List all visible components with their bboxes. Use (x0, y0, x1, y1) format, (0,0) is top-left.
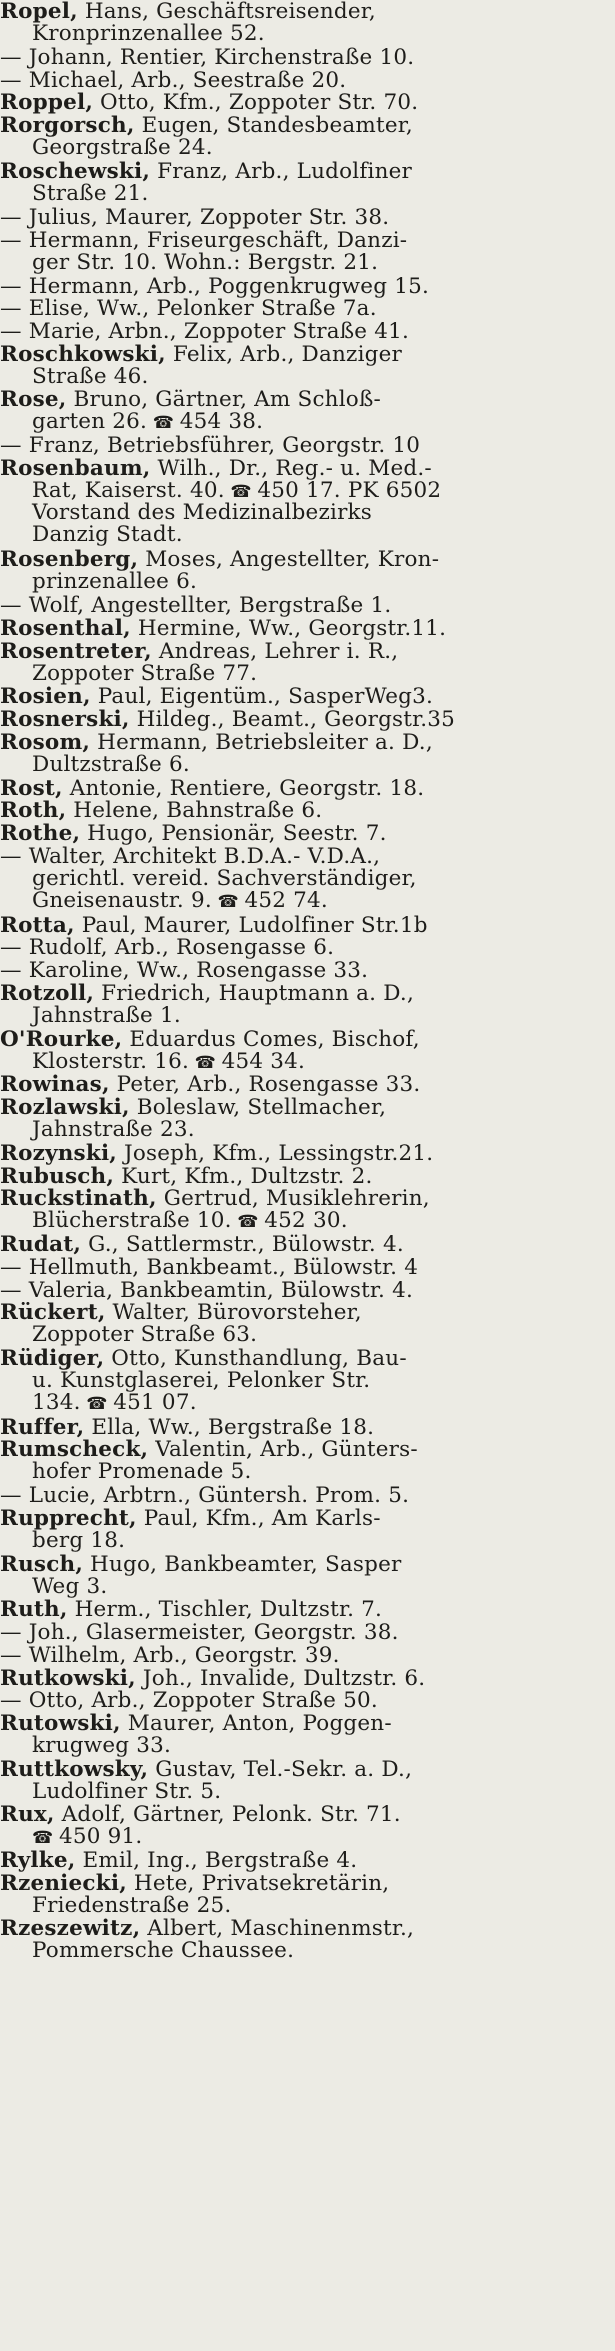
entry-text: Valentin, Arb., Günters- (148, 1439, 418, 1461)
entry-text: — Michael, Arb., Seestraße 20. (0, 70, 347, 92)
entry-line (0, 983, 615, 1005)
phone-number: 454 34. (221, 1051, 306, 1073)
entry-line (0, 1074, 615, 1096)
entry-surname: Rusch, (0, 1554, 84, 1576)
entry-text: Emil, Ing., Bergstraße 4. (75, 1850, 358, 1872)
entry-text: Paul, Eigentüm., SasperWeg3. (90, 686, 434, 708)
entry-text: Zoppoter Straße 77. (32, 663, 258, 685)
entry-line (0, 480, 615, 502)
directory-entry (0, 1234, 615, 1256)
entry-line (0, 1166, 615, 1188)
telephone-icon: ☎ (231, 1212, 265, 1232)
entry-text: Joseph, Kfm., Lessingstr.21. (117, 1143, 434, 1165)
entry-text: — Johann, Rentier, Kirchenstraße 10. (0, 47, 415, 69)
directory-entry (0, 549, 615, 593)
entry-line (0, 1759, 615, 1781)
entry-text: Antonie, Rentiere, Georgstr. 18. (62, 778, 425, 800)
entry-surname: Rotta, (0, 915, 75, 937)
entry-text: garten 26. (32, 411, 148, 433)
directory-entry (0, 595, 615, 617)
entry-surname: Rylke, (0, 1850, 76, 1872)
entry-line (0, 435, 615, 457)
entry-line (0, 1554, 615, 1576)
telephone-icon: ☎ (147, 413, 180, 433)
entry-line (0, 1210, 615, 1232)
entry-line (0, 1645, 615, 1667)
entry-line (0, 1, 615, 23)
entry-surname: Ruffer, (0, 1417, 85, 1439)
entry-text: Kronprinzenallee 52. (32, 23, 265, 45)
entry-text: Jahnstraße 23. (32, 1119, 195, 1141)
entry-text: u. Kunstglaserei, Pelonker Str. (32, 1370, 371, 1392)
entry-line (0, 321, 615, 343)
entry-line (0, 1873, 615, 1895)
entry-line (0, 868, 615, 890)
entry-text: — Wilhelm, Arb., Georgstr. 39. (0, 1645, 340, 1667)
entry-text: — Wolf, Angestellter, Bergstraße 1. (0, 595, 392, 617)
entry-line (0, 1348, 615, 1370)
directory-entry (0, 298, 615, 320)
directory-entry (0, 937, 615, 959)
entry-text: krugweg 33. (32, 1735, 172, 1757)
directory-entry (0, 1485, 615, 1507)
entry-text: 134. (32, 1392, 81, 1414)
telephone-icon: ☎ (211, 892, 245, 912)
phone-number: 450 17. PK 6502 (257, 480, 442, 502)
entry-line (0, 1188, 615, 1210)
directory-entry (0, 1417, 615, 1439)
entry-surname: O'Rourke, (0, 1029, 123, 1051)
phone-number: 454 38. (179, 411, 264, 433)
entry-line (0, 1850, 615, 1872)
telephone-icon: ☎ (224, 482, 258, 502)
entry-surname: Rorgorsch, (0, 115, 135, 137)
entry-line (0, 823, 615, 845)
directory-entry (0, 1188, 615, 1232)
directory-entry (0, 1873, 615, 1917)
entry-line (0, 1895, 615, 1917)
directory-entry (0, 47, 615, 69)
phone-number: 452 30. (264, 1210, 348, 1232)
entry-line (0, 161, 615, 183)
entry-line (0, 1119, 615, 1141)
entry-text: Hugo, Pensionär, Seestr. 7. (80, 823, 387, 845)
entry-text: Hugo, Bankbeamter, Sasper (83, 1554, 402, 1576)
directory-entry (0, 1029, 615, 1073)
directory-entry (0, 1439, 615, 1483)
entry-line (0, 1280, 615, 1302)
entry-line (0, 70, 615, 92)
entry-text: hofer Promenade 5. (32, 1461, 252, 1483)
entry-text: Bruno, Gärtner, Am Schloß- (66, 389, 381, 411)
entry-text: — Valeria, Bankbeamtin, Bülowstr. 4. (0, 1280, 414, 1302)
entry-line (0, 595, 615, 617)
entry-text: Friedenstraße 25. (32, 1895, 232, 1917)
directory-entry (0, 207, 615, 229)
entry-line (0, 1599, 615, 1621)
entry-text: Friedrich, Hauptmann a. D., (94, 983, 414, 1005)
entry-line (0, 800, 615, 822)
directory-entry (0, 92, 615, 114)
directory-entry (0, 1690, 615, 1712)
entry-text: — Karoline, Ww., Rosengasse 33. (0, 960, 369, 982)
entry-text: Hermann, Betriebsleiter a. D., (90, 732, 433, 754)
directory-entry (0, 915, 615, 937)
entry-line (0, 618, 615, 640)
directory-entry (0, 732, 615, 776)
entry-surname: Rotzoll, (0, 983, 95, 1005)
phone-number: 452 74. (244, 890, 328, 912)
entry-surname: Rüdiger, (0, 1348, 105, 1370)
directory-entry (0, 230, 615, 274)
directory-entry (0, 344, 615, 388)
entry-surname: Rosien, (0, 686, 91, 708)
entry-line (0, 1713, 615, 1735)
entry-line (0, 502, 615, 524)
entry-line (0, 524, 615, 546)
entry-text: — Elise, Ww., Pelonker Straße 7a. (0, 298, 377, 320)
directory-entry (0, 115, 615, 159)
entry-text: Kurt, Kfm., Dultzstr. 2. (114, 1166, 373, 1188)
entry-line (0, 230, 615, 252)
entry-text: Joh., Invalide, Dultzstr. 6. (135, 1668, 426, 1690)
telephone-icon: ☎ (189, 1053, 222, 1073)
phone-number: 450 91. (58, 1826, 143, 1848)
entry-surname: Ruttkowsky, (0, 1759, 149, 1781)
entry-surname: Ropel, (0, 1, 78, 23)
entry-text: — Walter, Architekt B.D.A.- V.D.A., (0, 846, 381, 868)
entry-text: Boleslaw, Stellmacher, (129, 1097, 387, 1119)
directory-entry (0, 709, 615, 731)
entry-surname: Roppel, (0, 92, 94, 114)
entry-line (0, 709, 615, 731)
entry-surname: Rutkowski, (0, 1668, 136, 1690)
entry-surname: Rozynski, (0, 1143, 117, 1165)
entry-surname: Rosenberg, (0, 549, 139, 571)
entry-line (0, 1370, 615, 1392)
entry-text: Hete, Privatsekretärin, (126, 1873, 390, 1895)
entry-text: Wilh., Dr., Reg.- u. Med.- (150, 458, 432, 480)
entry-line (0, 1439, 615, 1461)
entry-text: Felix, Arb., Danziger (165, 344, 403, 366)
entry-line (0, 1392, 615, 1414)
entry-text: Adolf, Gärtner, Pelonk. Str. 71. (54, 1804, 401, 1826)
entry-surname: Rückert, (0, 1302, 106, 1324)
entry-line (0, 115, 615, 137)
entry-text: — Lucie, Arbtrn., Güntersh. Prom. 5. (0, 1485, 410, 1507)
entry-text: Jahnstraße 1. (32, 1005, 181, 1027)
entry-line (0, 1940, 615, 1962)
directory-entry (0, 1668, 615, 1690)
entry-surname: Rosnerski, (0, 709, 130, 731)
telephone-icon: ☎ (32, 1828, 59, 1848)
directory-entry (0, 435, 615, 457)
entry-line (0, 549, 615, 571)
entry-surname: Rosentreter, (0, 641, 152, 663)
entry-text: Zoppoter Straße 63. (32, 1324, 258, 1346)
entry-text: Andreas, Lehrer i. R., (151, 641, 399, 663)
entry-line (0, 411, 615, 433)
directory-entry (0, 321, 615, 343)
entry-line (0, 1735, 615, 1757)
entry-text: Ella, Ww., Bergstraße 18. (84, 1417, 375, 1439)
directory-entry (0, 1, 615, 45)
entry-text: Weg 3. (32, 1576, 108, 1598)
entry-line (0, 1826, 615, 1848)
entry-line (0, 1668, 615, 1690)
entry-line (0, 183, 615, 205)
entry-text: Hildeg., Beamt., Georgstr.35 (129, 709, 456, 731)
entry-surname: Rothe, (0, 823, 81, 845)
entry-line (0, 732, 615, 754)
entry-line (0, 1234, 615, 1256)
entry-line (0, 252, 615, 274)
entry-line (0, 23, 615, 45)
entry-line (0, 276, 615, 298)
directory-entry (0, 458, 615, 546)
entry-surname: Rubusch, (0, 1166, 115, 1188)
entry-text: Straße 46. (32, 366, 149, 388)
entry-line (0, 754, 615, 776)
directory-entry (0, 1166, 615, 1188)
entry-surname: Rux, (0, 1804, 55, 1826)
directory-entry (0, 823, 615, 845)
entry-line (0, 137, 615, 159)
entry-text: Maurer, Anton, Poggen- (120, 1713, 392, 1735)
entry-line (0, 344, 615, 366)
entry-text: G., Sattlermstr., Bülowstr. 4. (81, 1234, 404, 1256)
entry-line (0, 915, 615, 937)
entry-line (0, 1051, 615, 1073)
entry-text: — Marie, Arbn., Zoppoter Straße 41. (0, 321, 410, 343)
entry-text: Klosterstr. 16. (32, 1051, 190, 1073)
entry-surname: Rzeszewitz, (0, 1918, 141, 1940)
entry-line (0, 1097, 615, 1119)
entry-line (0, 1918, 615, 1940)
entry-text: — Rudolf, Arb., Rosengasse 6. (0, 937, 335, 959)
entry-text: ger Str. 10. Wohn.: Bergstr. 21. (32, 252, 379, 274)
entry-line (0, 47, 615, 69)
entry-text: — Franz, Betriebsführer, Georgstr. 10 (0, 435, 421, 457)
entry-surname: Rost, (0, 778, 63, 800)
entry-line (0, 1324, 615, 1346)
entry-line (0, 960, 615, 982)
entry-surname: Rowinas, (0, 1074, 110, 1096)
entry-line (0, 846, 615, 868)
entry-line (0, 1461, 615, 1483)
entry-text: Blücherstraße 10. (32, 1210, 232, 1232)
entry-line (0, 778, 615, 800)
entry-text: Eduardus Comes, Bischof, (122, 1029, 420, 1051)
entry-text: Straße 21. (32, 183, 149, 205)
entry-text: Otto, Kfm., Zoppoter Str. 70. (93, 92, 419, 114)
entry-line (0, 937, 615, 959)
entry-text: Gneisenaustr. 9. (32, 890, 212, 912)
telephone-icon: ☎ (80, 1394, 114, 1414)
entry-line (0, 1690, 615, 1712)
phone-number: 451 07. (113, 1392, 197, 1414)
entry-line (0, 298, 615, 320)
entry-line (0, 1622, 615, 1644)
entry-text: Georgstraße 24. (32, 137, 213, 159)
entry-text: — Julius, Maurer, Zoppoter Str. 38. (0, 207, 390, 229)
entry-line (0, 1804, 615, 1826)
entry-surname: Rzeniecki, (0, 1873, 127, 1895)
entry-surname: Rupprecht, (0, 1508, 137, 1530)
entry-text: gerichtl. vereid. Sachverständiger, (32, 868, 417, 890)
directory-entry (0, 161, 615, 205)
entry-surname: Ruckstinath, (0, 1188, 157, 1210)
entry-surname: Rumscheck, (0, 1439, 149, 1461)
entry-surname: Rudat, (0, 1234, 82, 1256)
entry-surname: Roschewski, (0, 161, 151, 183)
directory-entry (0, 960, 615, 982)
directory-entry (0, 1713, 615, 1757)
entry-text: Dultzstraße 6. (32, 754, 190, 776)
entry-line (0, 641, 615, 663)
entry-surname: Rose, (0, 389, 67, 411)
entry-line (0, 389, 615, 411)
entry-text: — Joh., Glasermeister, Georgstr. 38. (0, 1622, 399, 1644)
entry-text: Walter, Bürovorsteher, (105, 1302, 362, 1324)
entry-surname: Rosom, (0, 732, 91, 754)
directory-entry (0, 846, 615, 912)
entry-text: Paul, Maurer, Ludolfiner Str.1b (74, 915, 428, 937)
directory-entry (0, 1645, 615, 1667)
entry-line (0, 207, 615, 229)
entry-line (0, 663, 615, 685)
entry-text: — Hermann, Arb., Poggenkrugweg 15. (0, 276, 429, 298)
entry-text: Hans, Geschäftsreisender, (77, 1, 376, 23)
entry-text: Danzig Stadt. (32, 524, 183, 546)
entry-text: Gustav, Tel.-Sekr. a. D., (148, 1759, 413, 1781)
entry-text: — Hermann, Friseurgeschäft, Danzi- (0, 230, 408, 252)
entry-line (0, 1576, 615, 1598)
directory-entry (0, 1554, 615, 1598)
entry-surname: Rutowski, (0, 1713, 121, 1735)
entry-line (0, 1508, 615, 1530)
entry-text: berg 18. (32, 1530, 126, 1552)
directory-entry (0, 1348, 615, 1414)
entry-surname: Ruth, (0, 1599, 68, 1621)
entry-line (0, 1005, 615, 1027)
directory-entry (0, 1302, 615, 1346)
entry-line (0, 1417, 615, 1439)
entry-text: — Hellmuth, Bankbeamt., Bülowstr. 4 (0, 1257, 419, 1279)
directory-entry (0, 1074, 615, 1096)
directory-entry (0, 778, 615, 800)
entry-text: Helene, Bahnstraße 6. (66, 800, 323, 822)
entry-line (0, 686, 615, 708)
directory-entry (0, 1097, 615, 1141)
entry-line (0, 890, 615, 912)
entry-text: — Otto, Arb., Zoppoter Straße 50. (0, 1690, 378, 1712)
directory-entry (0, 1804, 615, 1848)
entry-text: Hermine, Ww., Georgstr.11. (130, 618, 447, 640)
entry-text: Ludolfiner Str. 5. (32, 1781, 222, 1803)
directory-entry (0, 641, 615, 685)
entry-surname: Roschkowski, (0, 344, 166, 366)
entry-line (0, 1302, 615, 1324)
entry-text: Moses, Angestellter, Kron- (138, 549, 440, 571)
entry-surname: Rosenthal, (0, 618, 131, 640)
entry-text: Pommersche Chaussee. (32, 1940, 295, 1962)
entry-surname: Roth, (0, 800, 67, 822)
directory-entry (0, 1759, 615, 1803)
entry-line (0, 1485, 615, 1507)
entry-line (0, 1781, 615, 1803)
entry-text: Paul, Kfm., Am Karls- (136, 1508, 381, 1530)
entry-line (0, 1257, 615, 1279)
entry-text: Vorstand des Medizinalbezirks (32, 502, 373, 524)
entry-line (0, 92, 615, 114)
directory-entry (0, 1850, 615, 1872)
directory-entry (0, 618, 615, 640)
directory-entry (0, 70, 615, 92)
entry-surname: Rosenbaum, (0, 458, 151, 480)
directory-entry (0, 1599, 615, 1621)
entry-line (0, 1143, 615, 1165)
directory-entry (0, 1257, 615, 1279)
entry-text: Franz, Arb., Ludolfiner (150, 161, 413, 183)
directory-entry (0, 1622, 615, 1644)
entry-text: Rat, Kaiserst. 40. (32, 480, 225, 502)
directory-entry (0, 389, 615, 433)
directory-entry (0, 1508, 615, 1552)
entry-line (0, 1530, 615, 1552)
entry-text: Peter, Arb., Rosengasse 33. (109, 1074, 421, 1096)
entry-text: prinzenallee 6. (32, 571, 198, 593)
entry-line (0, 571, 615, 593)
directory-entry (0, 983, 615, 1027)
entry-text: Gertrud, Musiklehrerin, (156, 1188, 430, 1210)
entry-surname: Rozlawski, (0, 1097, 130, 1119)
directory-entry (0, 686, 615, 708)
entry-text: Otto, Kunsthandlung, Bau- (104, 1348, 407, 1370)
entry-text: Herm., Tischler, Dultzstr. 7. (67, 1599, 383, 1621)
directory-entry (0, 1280, 615, 1302)
directory-entry (0, 1918, 615, 1962)
entry-text: Albert, Maschinenmstr., (140, 1918, 415, 1940)
entry-line (0, 458, 615, 480)
directory-entry (0, 1143, 615, 1165)
entry-text: Eugen, Standesbeamter, (134, 115, 413, 137)
entry-line (0, 1029, 615, 1051)
entry-line (0, 366, 615, 388)
directory-entry (0, 800, 615, 822)
directory-entry (0, 276, 615, 298)
